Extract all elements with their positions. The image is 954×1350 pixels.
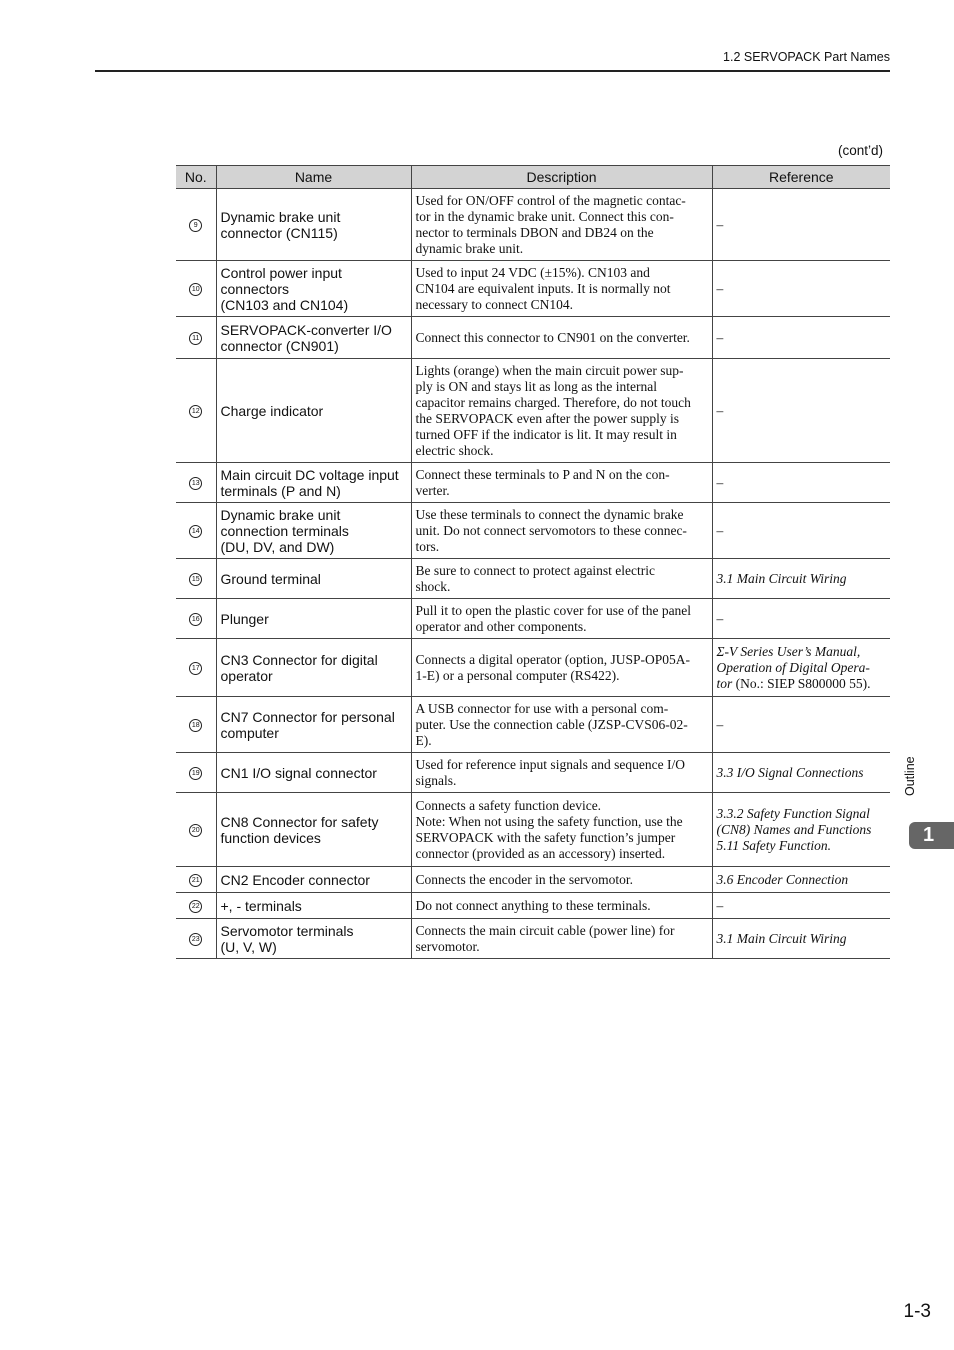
- table-row: [176, 359, 890, 463]
- part-description: Lights (orange) when the main circuit power sup- ply is ON and stays lit as long as the internal capacitor remains charged. Therefore, do not touch the SERVOPACK even after the power supply is turned OFF if the indicator is lit. It may result in electric shock.: [411, 359, 712, 463]
- reference-manual-number: (No.: SIEP S800000 55).: [732, 675, 871, 691]
- part-reference: [712, 639, 890, 697]
- part-description: Connects the main circuit cable (power line) for servomotor.: [411, 919, 712, 959]
- row-number: [176, 261, 216, 317]
- circled-number: 11: [189, 332, 202, 345]
- reference-text: –: [716, 329, 724, 345]
- part-reference: [712, 697, 890, 753]
- part-name: Dynamic brake unit connector (CN115): [216, 189, 411, 261]
- part-description: Connects a safety function device. Note: When not using the safety function, use the SERVOPACK with the safety function’s jumper connector (provided as an accessory) inserted.: [411, 793, 712, 867]
- row-number: [176, 317, 216, 359]
- table-row: [176, 867, 890, 893]
- circled-number: 14: [189, 525, 202, 538]
- circled-number: 22: [189, 900, 202, 913]
- part-description: Connect this connector to CN901 on the converter.: [411, 317, 712, 359]
- part-name: CN3 Connector for digital operator: [216, 639, 411, 697]
- reference-text: –: [716, 522, 724, 538]
- part-reference: [712, 893, 890, 919]
- circled-number: 21: [189, 874, 202, 887]
- row-number: [176, 919, 216, 959]
- reference-manual-title: Σ-V Series User’s Manual, Operation of Digital Opera- tor: [716, 643, 870, 691]
- table-row: [176, 753, 890, 793]
- part-reference: [712, 919, 890, 959]
- part-reference: [712, 189, 890, 261]
- part-name: Dynamic brake unit connection terminals (DU, DV, and DW): [216, 503, 411, 559]
- part-reference: [712, 261, 890, 317]
- part-reference: [712, 559, 890, 599]
- part-name: CN2 Encoder connector: [216, 867, 411, 893]
- part-description: Connect these terminals to P and N on the con- verter.: [411, 463, 712, 503]
- circled-number: 10: [189, 283, 202, 296]
- table-row: [176, 503, 890, 559]
- col-header-name: Name: [216, 166, 411, 189]
- col-header-description: Description: [411, 166, 712, 189]
- part-name: Ground terminal: [216, 559, 411, 599]
- circled-number: 20: [189, 824, 202, 837]
- circled-number: 17: [189, 662, 202, 675]
- row-number: [176, 559, 216, 599]
- reference-text: –: [716, 402, 724, 418]
- part-description: Do not connect anything to these terminals.: [411, 893, 712, 919]
- part-name: +, - terminals: [216, 893, 411, 919]
- part-description: Connects the encoder in the servomotor.: [411, 867, 712, 893]
- table-row: [176, 697, 890, 753]
- reference-text: –: [716, 610, 724, 626]
- table-row: [176, 463, 890, 503]
- chapter-tab: 1: [909, 822, 954, 849]
- continued-label: (cont’d): [837, 143, 883, 158]
- reference-text: –: [716, 474, 724, 490]
- part-description: Used for ON/OFF control of the magnetic contac- tor in the dynamic brake unit. Connect this con- nector to terminals DBON and DB24 on the dynamic brake unit.: [411, 189, 712, 261]
- part-description: Connects a digital operator (option, JUSP-OP05A- 1-E) or a personal computer (RS422).: [411, 639, 712, 697]
- reference-text: –: [716, 216, 724, 232]
- part-reference: [712, 359, 890, 463]
- part-reference: [712, 867, 890, 893]
- reference-text: –: [716, 716, 724, 732]
- row-number: [176, 697, 216, 753]
- part-description: Use these terminals to connect the dynamic brake unit. Do not connect servomotors to these connec- tors.: [411, 503, 712, 559]
- row-number: [176, 503, 216, 559]
- table-row: [176, 189, 890, 261]
- reference-text: 3.3.2 Safety Function Signal (CN8) Names and Functions 5.11 Safety Function.: [716, 805, 872, 853]
- part-name: Charge indicator: [216, 359, 411, 463]
- reference-text: 3.6 Encoder Connection: [716, 871, 849, 887]
- part-name: SERVOPACK-converter I/O connector (CN901): [216, 317, 411, 359]
- row-number: [176, 893, 216, 919]
- circled-number: 15: [189, 573, 202, 586]
- circled-number: 12: [189, 405, 202, 418]
- part-reference: [712, 599, 890, 639]
- circled-number: 16: [189, 613, 202, 626]
- table-header-row: [176, 166, 890, 189]
- circled-number: 19: [189, 767, 202, 780]
- reference-text: 3.1 Main Circuit Wiring: [716, 930, 847, 946]
- page-number: 1-3: [903, 1301, 931, 1322]
- reference-text: –: [716, 897, 724, 913]
- part-reference: [712, 503, 890, 559]
- part-name: Main circuit DC voltage input terminals (P and N): [216, 463, 411, 503]
- section-header-title: 1.2 SERVOPACK Part Names: [723, 50, 890, 64]
- table-row: [176, 559, 890, 599]
- table-row: [176, 317, 890, 359]
- table-row: [176, 893, 890, 919]
- table-row: [176, 639, 890, 697]
- circled-number: 13: [189, 477, 202, 490]
- reference-text: 3.1 Main Circuit Wiring: [716, 570, 847, 586]
- part-reference: [712, 793, 890, 867]
- table-row: [176, 599, 890, 639]
- part-name: Control power input connectors (CN103 and CN104): [216, 261, 411, 317]
- table-row: [176, 261, 890, 317]
- part-reference: [712, 463, 890, 503]
- table-row: [176, 793, 890, 867]
- part-description: Used to input 24 VDC (±15%). CN103 and CN104 are equivalent inputs. It is normally not necessary to connect CN104.: [411, 261, 712, 317]
- row-number: [176, 639, 216, 697]
- part-description: Pull it to open the plastic cover for use of the panel operator and other components.: [411, 599, 712, 639]
- table-row: [176, 919, 890, 959]
- circled-number: 18: [189, 719, 202, 732]
- part-description: Be sure to connect to protect against electric shock.: [411, 559, 712, 599]
- reference-text: 3.3 I/O Signal Connections: [716, 764, 864, 780]
- col-header-reference: Reference: [712, 166, 890, 189]
- part-reference: [712, 753, 890, 793]
- row-number: [176, 189, 216, 261]
- row-number: [176, 867, 216, 893]
- header-rule: [95, 70, 890, 72]
- row-number: [176, 753, 216, 793]
- part-name: CN1 I/O signal connector: [216, 753, 411, 793]
- part-description: A USB connector for use with a personal com- puter. Use the connection cable (JZSP-CVS06-02- E).: [411, 697, 712, 753]
- part-name: Plunger: [216, 599, 411, 639]
- reference-text: –: [716, 280, 724, 296]
- row-number: [176, 359, 216, 463]
- row-number: [176, 793, 216, 867]
- part-description: Used for reference input signals and sequence I/O signals.: [411, 753, 712, 793]
- row-number: [176, 463, 216, 503]
- parts-table: [176, 165, 890, 959]
- part-name: CN7 Connector for personal computer: [216, 697, 411, 753]
- chapter-side-label: Outline: [903, 756, 917, 796]
- col-header-no: No.: [176, 166, 216, 189]
- part-name: CN8 Connector for safety function devices: [216, 793, 411, 867]
- circled-number: 9: [189, 219, 202, 232]
- row-number: [176, 599, 216, 639]
- part-name: Servomotor terminals (U, V, W): [216, 919, 411, 959]
- part-reference: [712, 317, 890, 359]
- circled-number: 23: [189, 933, 202, 946]
